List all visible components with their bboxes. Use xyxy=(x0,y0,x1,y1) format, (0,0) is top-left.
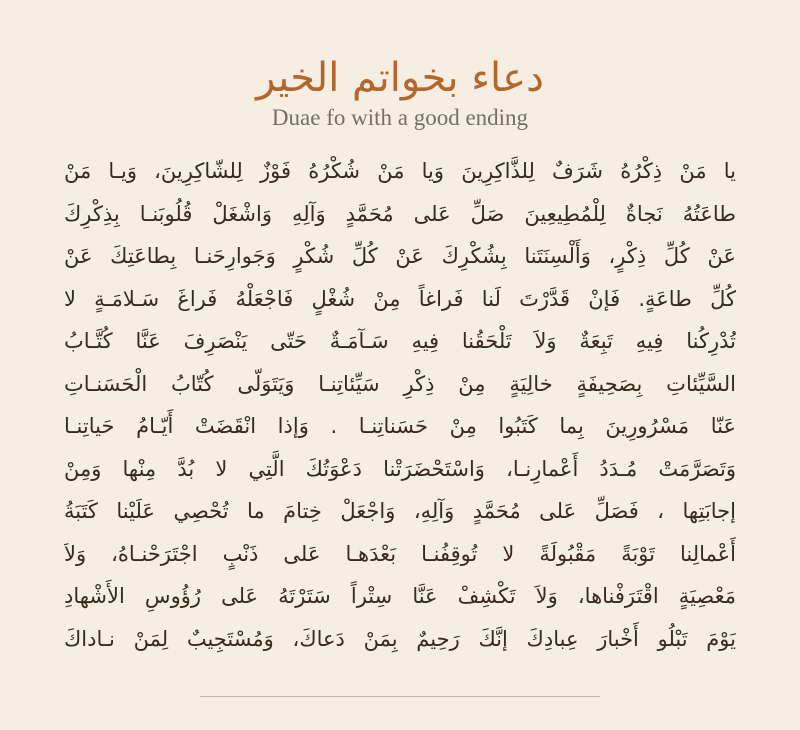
prayer-text xyxy=(64,150,736,660)
prayer-line: عَنْ كُلِّ ذِكْرٍ، وَأَلْسِنَتَنا بِشُكْرِكَ عَنْ كُلِّ شُكْرٍ وَجَوارِحَنـا بِطاعَتِكَ عَنْ xyxy=(64,244,736,268)
prayer-line: أَعْمالِنا تَوْبَةً مَقْبُولَةً لا تُوقِفُنـا بَعْدَهـا عَلى ذَنْبٍ اجْتَرَحْنـاهُ، وَلاَ xyxy=(64,541,736,566)
prayer-line: إجابَتِها ، فَصَلِّ عَلى مُحَمَّدٍ وَآلِهِ، وَاجْعَلْ خِتامَ ما تُحْصِي عَلَيْنا كَتَبَةُ xyxy=(64,499,736,523)
prayer-line: طاعَتُهُ نَجاةٌ لِلْمُطِيعِينَ صَلِّ عَلى مُحَمَّدٍ وَآلِهِ وَاشْغَلْ قُلُوبَنـا بِذِكْرِكَ xyxy=(64,201,736,226)
arabic-title: دعاء بخواتم الخير xyxy=(256,55,544,101)
bottom-divider xyxy=(200,696,600,697)
prayer-line: كُلِّ طاعَةٍ. فَإنْ قَدَّرْتَ لَنا فَراغاً مِنْ شُغْلٍ فَاجْعَلْهُ فَراغَ سَـلامَـةٍ لا xyxy=(64,286,736,311)
prayer-line: السَّيِّئاتِ بِصَحِيفَةٍ خالِيَةٍ مِنْ ذِكْرِ سَيِّئاتِنـا وَيَتَوَلّى كُتّابُ الْحَسَنـاتِ xyxy=(64,371,736,396)
prayer-line: وَتَصَرَّمَتْ مُـدَدُ أَعْمارِنـا، وَاسْتَحْضَرَتْنا دَعْوَتُكَ الَّتِي لا بُدَّ مِنْها وَمِنْ xyxy=(64,456,736,481)
prayer-line: يَوْمَ تَبْلُو أَخْبارَ عِبادِكَ إنَّكَ رَحِيمٌ بِمَنْ دَعاكَ، وَمُسْتَجِيبٌ لِمَنْ نـاداكَ xyxy=(64,626,736,651)
english-title: Duae fo with a good ending xyxy=(271,105,529,130)
prayer-line: مَعْصِيَةٍ اقْتَرَفْناها، وَلاَ تَكْشِفْ عَنَّا سِتْراً سَتَرْتَهُ عَلى رُؤُوسِ الأَشْهادِ xyxy=(64,584,736,608)
prayer-line: عَنّا مَسْرُورِينَ بِما كَتَبُوا مِنْ حَسَناتِنـا . وَإذا انْقَضَتْ أَيّـامُ حَياتِنـا xyxy=(64,414,736,438)
prayer-line: تُدْرِكُنا فِيهِ تَبِعَةٌ وَلاَ تَلْحَقُنا فِيهِ سَـآمَـةٌ حَتّى يَنْصَرِفَ عَنَّا كُتَّـابُ xyxy=(64,329,736,353)
prayer-line: يا مَنْ ذِكْرُهُ شَرَفٌ لِلذَّاكِرِينَ وَيا مَنْ شُكْرُهُ فَوْزٌ لِلشّاكِرِينَ، وَيـا مَنْ xyxy=(64,159,736,183)
